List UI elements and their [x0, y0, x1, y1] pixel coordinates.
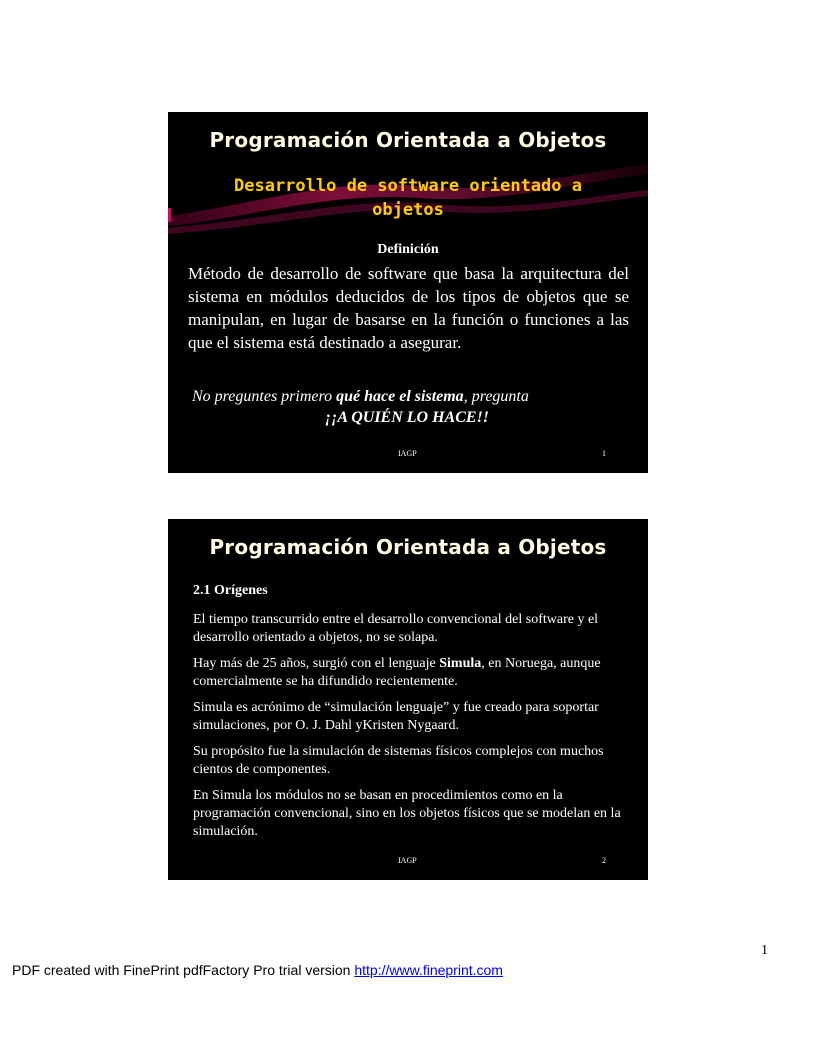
slide-footer-author: IAGP: [398, 449, 417, 458]
paragraph-text: Hay más de 25 años, surgió con el lenguaje: [193, 656, 440, 671]
origins-paragraph: Su propósito fue la simulación de sistemas físicos complejos con muchos cientos de componentes.: [193, 744, 604, 777]
pdf-footer-text: PDF created with FinePrint pdfFactory Pro trial version: [12, 962, 355, 978]
section-heading: Definición: [377, 242, 439, 257]
slide-footer-author: IAGP: [398, 856, 417, 865]
slide-footer-number: 1: [602, 449, 606, 458]
slide-title: Programación Orientada a Objetos: [209, 128, 607, 152]
fineprint-link[interactable]: http://www.fineprint.com: [354, 962, 503, 978]
motto-part-1: No preguntes primero: [192, 388, 337, 405]
slide-footer-number: 2: [602, 856, 606, 865]
motto-part-3: , pregunta: [463, 388, 529, 405]
origins-paragraphs: [193, 611, 633, 849]
slide-2: [168, 519, 648, 880]
pdf-creator-footer: [12, 962, 503, 978]
motto-question: ¡¡A QUIÉN LO HACE!!: [324, 409, 490, 426]
slide-1: [168, 112, 648, 473]
slide-subtitle: Desarrollo de software orientado a objetos: [234, 176, 582, 220]
origins-paragraph: [193, 655, 633, 691]
origins-paragraph: El tiempo transcurrido entre el desarrollo convencional del software y el desarrollo orientado a objetos, no se solapa.: [193, 612, 599, 645]
page-number: 1: [761, 943, 768, 958]
motto-text: [192, 386, 632, 428]
origins-paragraph: Simula es acrónimo de “simulación lenguaje” y fue creado para soportar simulaciones, por O. J. Dahl yKristen Nygaard.: [193, 700, 599, 733]
paragraph-text: , en Noruega, aunque comercialmente se ha difundido recientemente.: [193, 656, 601, 689]
motto-emphasis: qué hace el sistema: [336, 388, 464, 405]
section-heading: 2.1 Orígenes: [193, 583, 268, 598]
definition-paragraph: Método de desarrollo de software que basa la arquitectura del sistema en módulos deducidos de los tipos de objetos que se manipulan, en lugar de basarse en la función o funciones a las que el sistema está destinado a asegurar.: [188, 264, 629, 352]
simula-emphasis: Simula: [439, 656, 482, 671]
slide-title: Programación Orientada a Objetos: [209, 535, 607, 559]
origins-paragraph: En Simula los módulos no se basan en procedimientos como en la programación convencional, sino en los objetos físicos que se modelan en la simulación.: [193, 788, 621, 839]
